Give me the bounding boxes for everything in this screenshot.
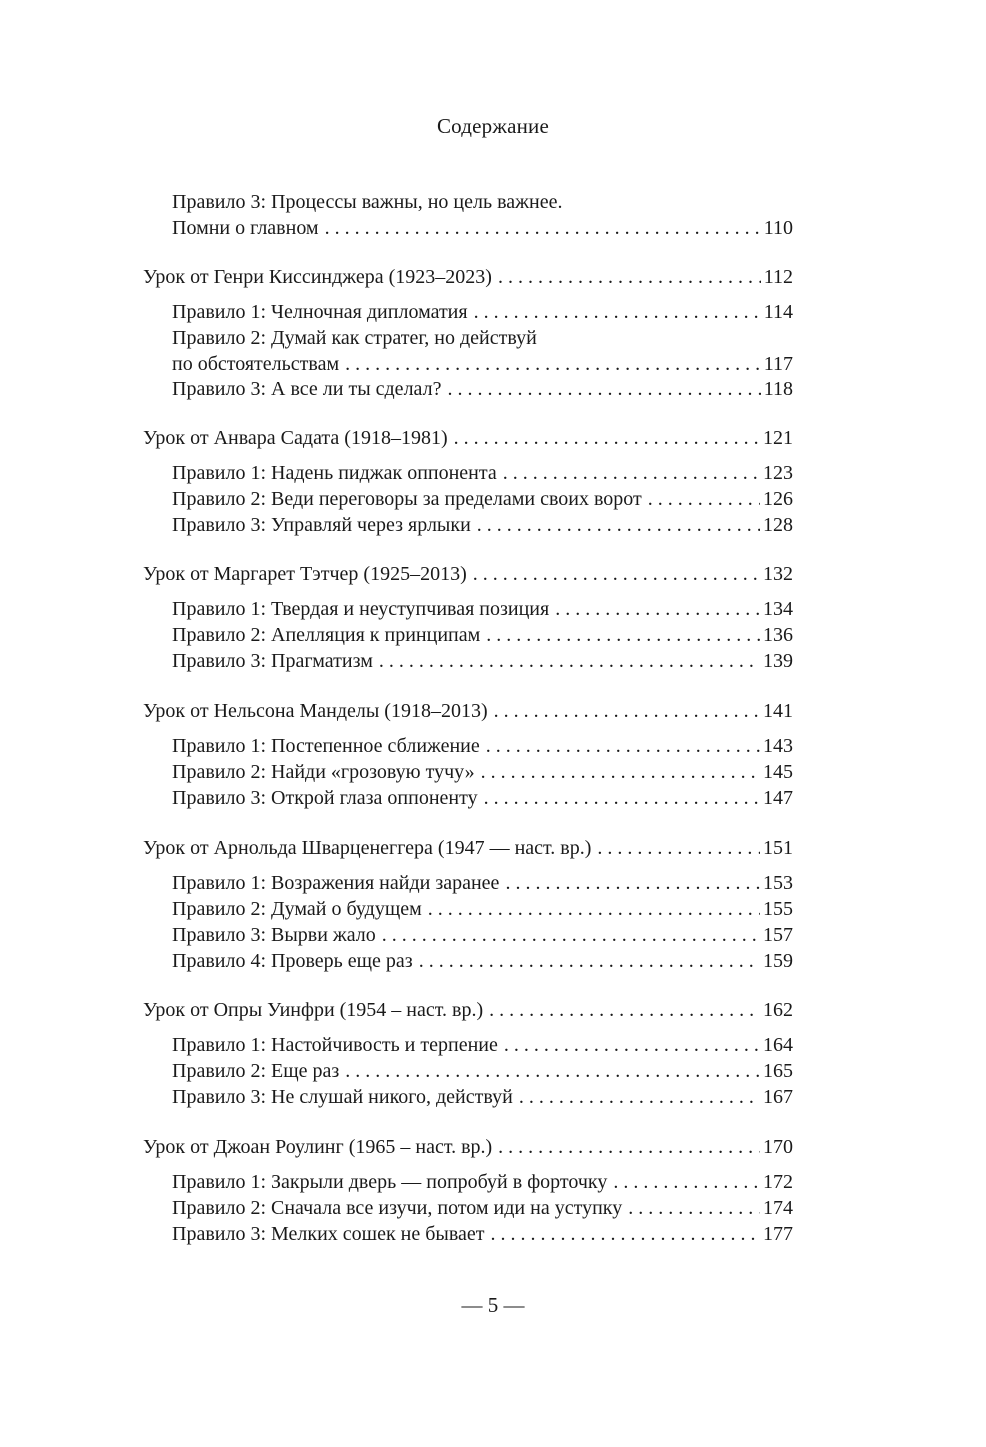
toc-rule-entry: Правило 1: Твердая и неуступчивая позиция . . . 134 [172, 596, 793, 622]
toc-rule-entry: Правило 2: Веди переговоры за пределами своих ворот . . . 126 [172, 486, 793, 512]
dot-leader [498, 1134, 760, 1160]
dot-leader [613, 1169, 760, 1195]
toc-rule-entry: по обстоятельствам . . . 117 [172, 351, 793, 377]
toc-lesson-entry: Урок от Генри Киссинджера (1923–2023) . . . 112 [143, 264, 793, 290]
dot-leader [628, 1195, 760, 1221]
toc-rule-entry: Правило 1: Челночная дипломатия . . . 114 [172, 299, 793, 325]
dot-leader [486, 733, 760, 759]
page-ref: 157 [763, 924, 793, 946]
page-ref: 145 [763, 761, 793, 783]
dot-leader [481, 759, 760, 785]
page-ref: 164 [763, 1034, 793, 1056]
page-ref: 147 [763, 787, 793, 809]
page-ref: 110 [763, 217, 793, 239]
toc-rule-entry: Правило 1: Настойчивость и терпение . . . 164 [172, 1032, 793, 1058]
dot-leader [494, 698, 760, 724]
toc-rule-entry: Правило 4: Проверь еще раз . . . 159 [172, 948, 793, 974]
dot-leader [555, 596, 760, 622]
toc-rule-entry: Правило 1: Возражения найди заранее . . . 153 [172, 870, 793, 896]
dot-leader [505, 870, 760, 896]
dot-leader [454, 425, 760, 451]
toc-rule-entry: Правило 3: Не слушай никого, действуй . . . 167 [172, 1084, 793, 1110]
page-ref: 159 [763, 950, 793, 972]
page-ref: 155 [763, 898, 793, 920]
toc-rule-entry: Правило 3: Открой глаза оппоненту . . . 147 [172, 785, 793, 811]
page-ref: 136 [763, 624, 793, 646]
page-number: — 5 — [461, 1293, 525, 1317]
dot-leader [447, 376, 760, 402]
dot-leader [473, 561, 760, 587]
dot-leader [484, 785, 760, 811]
page-ref: 114 [763, 301, 793, 323]
dot-leader [648, 486, 760, 512]
dot-leader [428, 896, 760, 922]
toc-rule-entry: Помни о главном . . . 110 [172, 215, 793, 241]
page-ref: 177 [763, 1223, 793, 1245]
toc-rule-entry: Правило 2: Найди «грозовую тучу» . . . 145 [172, 759, 793, 785]
dot-leader [486, 622, 760, 648]
dot-leader [345, 351, 761, 377]
page-ref: 117 [763, 353, 793, 375]
page-ref: 128 [763, 514, 793, 536]
dot-leader [504, 1032, 760, 1058]
toc-rule-entry: Правило 2: Еще раз . . . 165 [172, 1058, 793, 1084]
toc-rule-entry: Правило 2: Сначала все изучи, потом иди на уступку . . . 174 [172, 1195, 793, 1221]
page-ref: 162 [763, 999, 793, 1021]
toc-lesson-entry: Урок от Опры Уинфри (1954 – наст. вр.) . . . 162 [143, 997, 793, 1023]
dot-leader [503, 460, 760, 486]
page-ref: 123 [763, 462, 793, 484]
dot-leader [491, 1221, 760, 1247]
toc-rule-entry: Правило 1: Постепенное сближение . . . 143 [172, 733, 793, 759]
page-ref: 170 [763, 1136, 793, 1158]
page-ref: 141 [763, 700, 793, 722]
dot-leader [519, 1084, 760, 1110]
toc-rule-entry: Правило 3: Прагматизм . . . 139 [172, 648, 793, 674]
page-ref: 165 [763, 1060, 793, 1082]
page-ref: 112 [763, 266, 793, 288]
dot-leader [474, 299, 761, 325]
page-ref: 118 [763, 378, 793, 400]
toc-rule-entry: Правило 3: Мелких сошек не бывает . . . 177 [172, 1221, 793, 1247]
toc-lesson-entry: Урок от Нельсона Манделы (1918–2013) . . . 141 [143, 698, 793, 724]
page-ref: 126 [763, 488, 793, 510]
dot-leader [477, 512, 760, 538]
dot-leader [345, 1058, 760, 1084]
toc-rule-entry: Правило 3: А все ли ты сделал? . . . 118 [172, 376, 793, 402]
toc-lesson-entry: Урок от Анвара Садата (1918–1981) . . . 121 [143, 425, 793, 451]
page-ref: 151 [763, 837, 793, 859]
toc-rule-entry: Правило 1: Надень пиджак оппонента . . . 123 [172, 460, 793, 486]
toc-rule-entry: Правило 1: Закрыли дверь — попробуй в форточку . . . 172 [172, 1169, 793, 1195]
dot-leader [325, 215, 761, 241]
page-ref: 139 [763, 650, 793, 672]
toc-lesson-entry: Урок от Джоан Роулинг (1965 – наст. вр.) . . . 170 [143, 1134, 793, 1160]
page-ref: 174 [763, 1197, 793, 1219]
toc-rule-entry: Правило 3: Управляй через ярлыки . . . 128 [172, 512, 793, 538]
page-ref: 132 [763, 563, 793, 585]
dot-leader [419, 948, 760, 974]
toc-rule-entry: Правило 2: Апелляция к принципам . . . 136 [172, 622, 793, 648]
page-ref: 121 [763, 427, 793, 449]
dot-leader [489, 997, 760, 1023]
dot-leader [597, 835, 760, 861]
toc-rule-entry: Правило 3: Вырви жало . . . 157 [172, 922, 793, 948]
page-ref: 153 [763, 872, 793, 894]
dot-leader [379, 648, 760, 674]
dot-leader [498, 264, 761, 290]
toc-rule-continued-title: Правило 3: Процессы важны, но цель важнее. [172, 191, 563, 213]
page-title: Содержание [436, 114, 550, 138]
page-ref: 172 [763, 1171, 793, 1193]
page-ref: 143 [763, 735, 793, 757]
toc-lesson-entry: Урок от Арнольда Шварценеггера (1947 — наст. вр.) . . . 151 [143, 835, 793, 861]
toc-rule-continued-title: Правило 2: Думай как стратег, но действуй [172, 327, 537, 349]
page-ref: 134 [763, 598, 793, 620]
dot-leader [382, 922, 760, 948]
toc-rule-entry: Правило 2: Думай о будущем . . . 155 [172, 896, 793, 922]
toc-lesson-entry: Урок от Маргарет Тэтчер (1925–2013) . . . 132 [143, 561, 793, 587]
page-ref: 167 [763, 1086, 793, 1108]
